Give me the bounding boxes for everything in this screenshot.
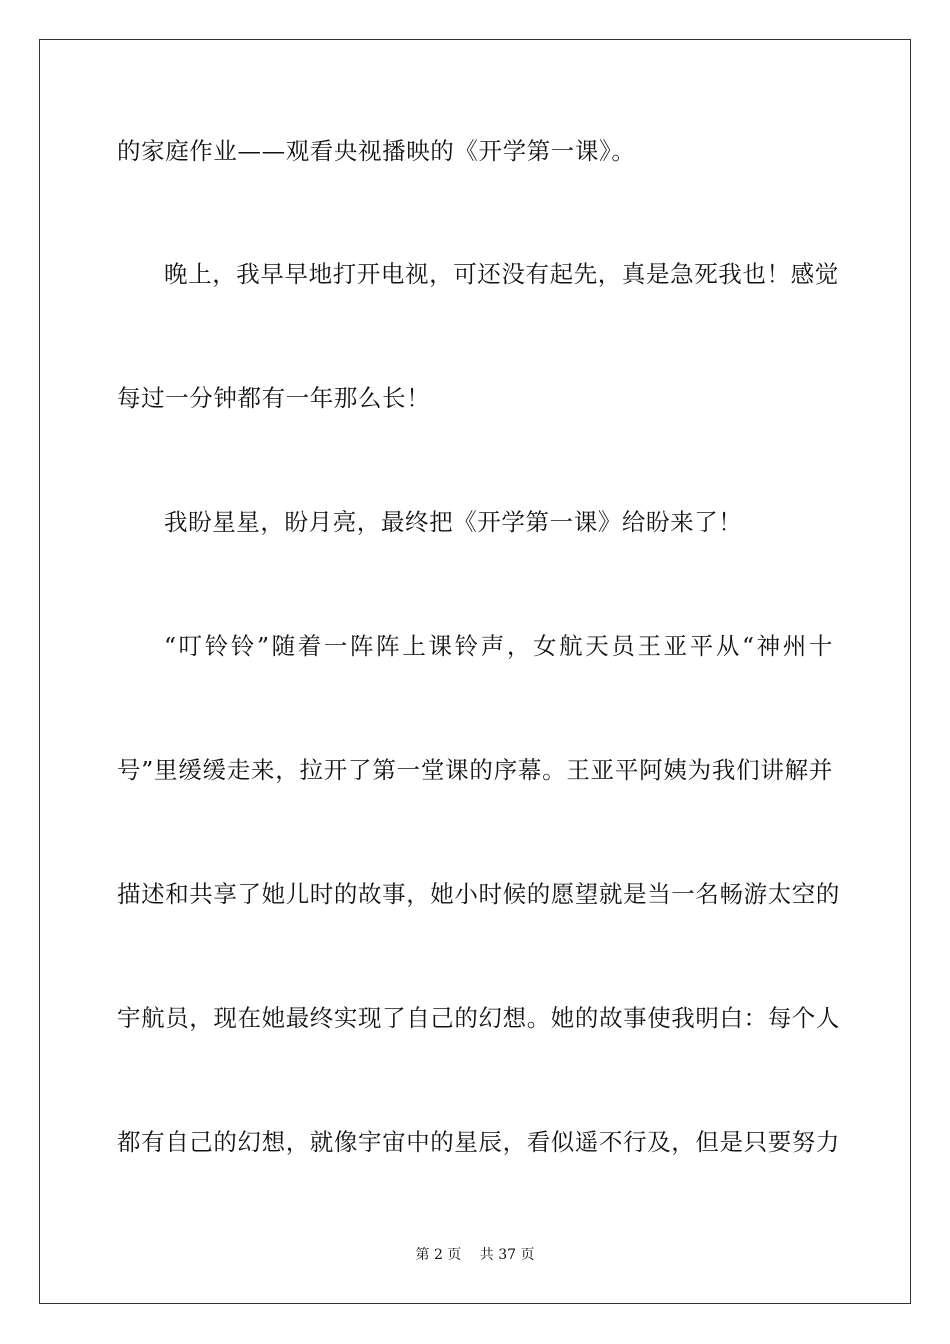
paragraph-line: 描述和共享了她儿时的故事，她小时候的愿望就是当一名畅游太空的	[117, 880, 840, 908]
paragraph-line: “叮铃铃”随着一阵阵上课铃声，女航天员王亚平从“神州十	[164, 632, 833, 660]
page-border	[39, 39, 911, 1304]
paragraph-line: 我盼星星，盼月亮，最终把《开学第一课》给盼来了！	[164, 508, 743, 536]
paragraph-line: 号”里缓缓走来，拉开了第一堂课的序幕。王亚平阿姨为我们讲解并	[117, 756, 833, 784]
paragraph-line: 的家庭作业——观看央视播映的《开学第一课》。	[117, 137, 636, 165]
page-number-footer: 第 2 页 共 37 页	[415, 1247, 535, 1263]
paragraph-line: 都有自己的幻想，就像宇宙中的星辰，看似遥不行及，但是只要努力	[117, 1128, 840, 1156]
paragraph-line: 宇航员，现在她最终实现了自己的幻想。她的故事使我明白：每个人	[117, 1004, 840, 1032]
paragraph-line: 晚上，我早早地打开电视，可还没有起先，真是急死我也！感觉	[164, 260, 839, 288]
paragraph-line: 每过一分钟都有一年那么长！	[117, 384, 431, 412]
